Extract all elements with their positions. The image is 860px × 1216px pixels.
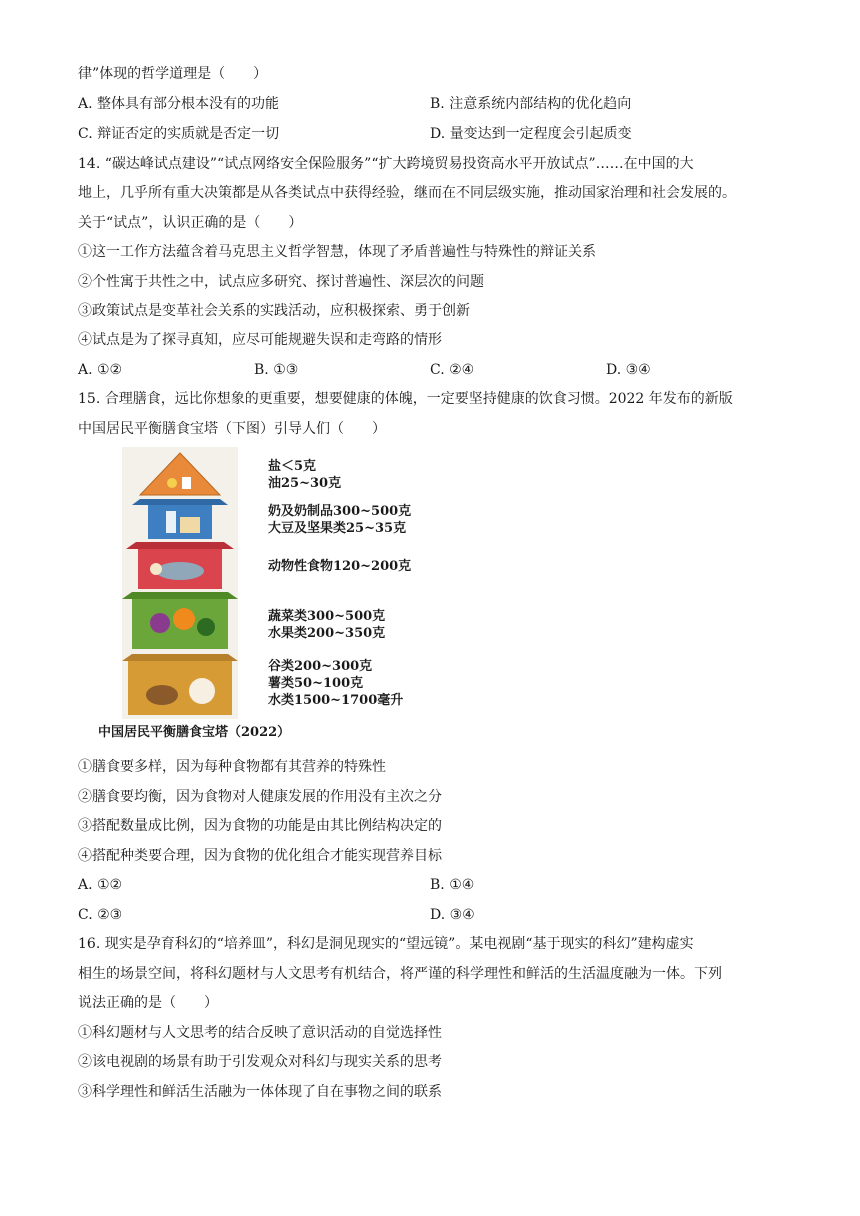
q15-stem-line-1: 15. 合理膳食，远比你想象的更重要，想要健康的体魄，一定要坚持健康的饮食习惯。2022 年发布的新版 xyxy=(78,391,733,407)
q14-option-c: C. ②④ xyxy=(430,362,475,378)
pyramid-label-animal: 动物性食物120~200克 xyxy=(268,559,412,574)
q14-option-d: D. ③④ xyxy=(606,362,651,378)
potato-icon xyxy=(146,685,178,705)
fish-icon xyxy=(156,562,204,580)
tier-5-roof xyxy=(122,654,238,661)
milk-icon xyxy=(166,511,176,533)
q13-stem: 律”体现的哲学道理是（ ） xyxy=(78,66,268,82)
tier-4-roof xyxy=(122,592,238,599)
pyramid-label-salt: 盐＜5克 xyxy=(268,459,317,474)
q13-option-d: D. 量变达到一定程度会引起质变 xyxy=(430,126,632,142)
q14-option-b: B. ①③ xyxy=(254,362,299,378)
grape-icon xyxy=(150,613,170,633)
q14-statement-4: ④试点是为了探寻真知，应尽可能规避失误和走弯路的情形 xyxy=(78,332,442,348)
q16-statement-3: ③科学理性和鲜活生活融为一体体现了自在事物之间的联系 xyxy=(78,1084,442,1100)
q16-stem-line-1: 16. 现实是孕育科幻的“培养皿”，科幻是洞见现实的“望远镜”。某电视剧“基于现实的科幻”建构虚实 xyxy=(78,936,694,952)
q14-stem-line-3: 关于“试点”，认识正确的是（ ） xyxy=(78,215,303,231)
q14-stem-line-1: 14. “碳达峰试点建设”“试点网络安全保险服务”“扩大跨境贸易投资高水平开放试点”……在中国的大 xyxy=(78,156,694,172)
pyramid-label-grains: 谷类200~300克 xyxy=(268,659,373,674)
pyramid-caption: 中国居民平衡膳食宝塔（2022） xyxy=(98,725,291,740)
cheese-icon xyxy=(180,517,200,533)
q15-statement-3: ③搭配数量成比例，因为食物的功能是由其比例结构决定的 xyxy=(78,818,442,834)
q15-option-d: D. ③④ xyxy=(430,907,475,923)
oil-bottle-icon xyxy=(167,478,177,488)
pyramid-label-soy: 大豆及坚果类25~35克 xyxy=(268,521,407,536)
food-pyramid-figure xyxy=(122,447,238,719)
q14-statement-1: ①这一工作方法蕴含着马克思主义哲学智慧，体现了矛盾普遍性与特殊性的辩证关系 xyxy=(78,244,596,260)
q15-option-c: C. ②③ xyxy=(78,907,123,923)
tier-2-roof xyxy=(132,499,228,505)
q14-stem-line-2: 地上，几乎所有重大决策都是从各类试点中获得经验，继而在不同层级实施，推动国家治理和社会发展的。 xyxy=(78,185,736,201)
tier-3-roof xyxy=(126,542,234,549)
egg-icon xyxy=(150,563,162,575)
bread-icon xyxy=(189,678,215,704)
q15-statement-4: ④搭配种类要合理，因为食物的优化组合才能实现营养目标 xyxy=(78,848,442,864)
pyramid-label-fruits: 水果类200~350克 xyxy=(268,626,386,641)
broccoli-icon xyxy=(197,618,215,636)
q16-stem-line-2: 相生的场景空间，将科幻题材与人文思考有机结合，将严谨的科学理性和鲜活的生活温度融为一体。下列 xyxy=(78,966,722,982)
q13-option-a: A. 整体具有部分根本没有的功能 xyxy=(78,96,280,112)
q16-stem-line-3: 说法正确的是（ ） xyxy=(78,995,218,1011)
q15-option-a: A. ①② xyxy=(78,877,123,893)
pumpkin-icon xyxy=(173,608,195,630)
pyramid-label-vegetables: 蔬菜类300~500克 xyxy=(268,609,386,624)
pyramid-label-water: 水类1500~1700毫升 xyxy=(268,693,404,708)
q13-option-c: C. 辩证否定的实质就是否定一切 xyxy=(78,126,280,142)
q15-stem-line-2: 中国居民平衡膳食宝塔（下图）引导人们（ ） xyxy=(78,421,386,437)
pyramid-label-tubers: 薯类50~100克 xyxy=(268,676,364,691)
q15-statement-2: ②膳食要均衡，因为食物对人健康发展的作用没有主次之分 xyxy=(78,789,442,805)
q16-statement-2: ②该电视剧的场景有助于引发观众对科幻与现实关系的思考 xyxy=(78,1054,442,1070)
q13-option-b: B. 注意系统内部结构的优化趋向 xyxy=(430,96,632,112)
q14-statement-3: ③政策试点是变革社会关系的实践活动，应积极探索、勇于创新 xyxy=(78,303,470,319)
q15-option-b: B. ①④ xyxy=(430,877,475,893)
q14-option-a: A. ①② xyxy=(78,362,123,378)
pyramid-label-oil: 油25~30克 xyxy=(268,476,342,491)
q15-statement-1: ①膳食要多样，因为每种食物都有其营养的特殊性 xyxy=(78,759,386,775)
q14-statement-2: ②个性寓于共性之中，试点应多研究、探讨普遍性、深层次的问题 xyxy=(78,274,484,290)
q16-statement-1: ①科幻题材与人文思考的结合反映了意识活动的自觉选择性 xyxy=(78,1025,442,1041)
salt-icon xyxy=(182,477,191,489)
pyramid-label-dairy: 奶及奶制品300~500克 xyxy=(268,504,412,519)
tier-grains-water xyxy=(128,661,232,715)
